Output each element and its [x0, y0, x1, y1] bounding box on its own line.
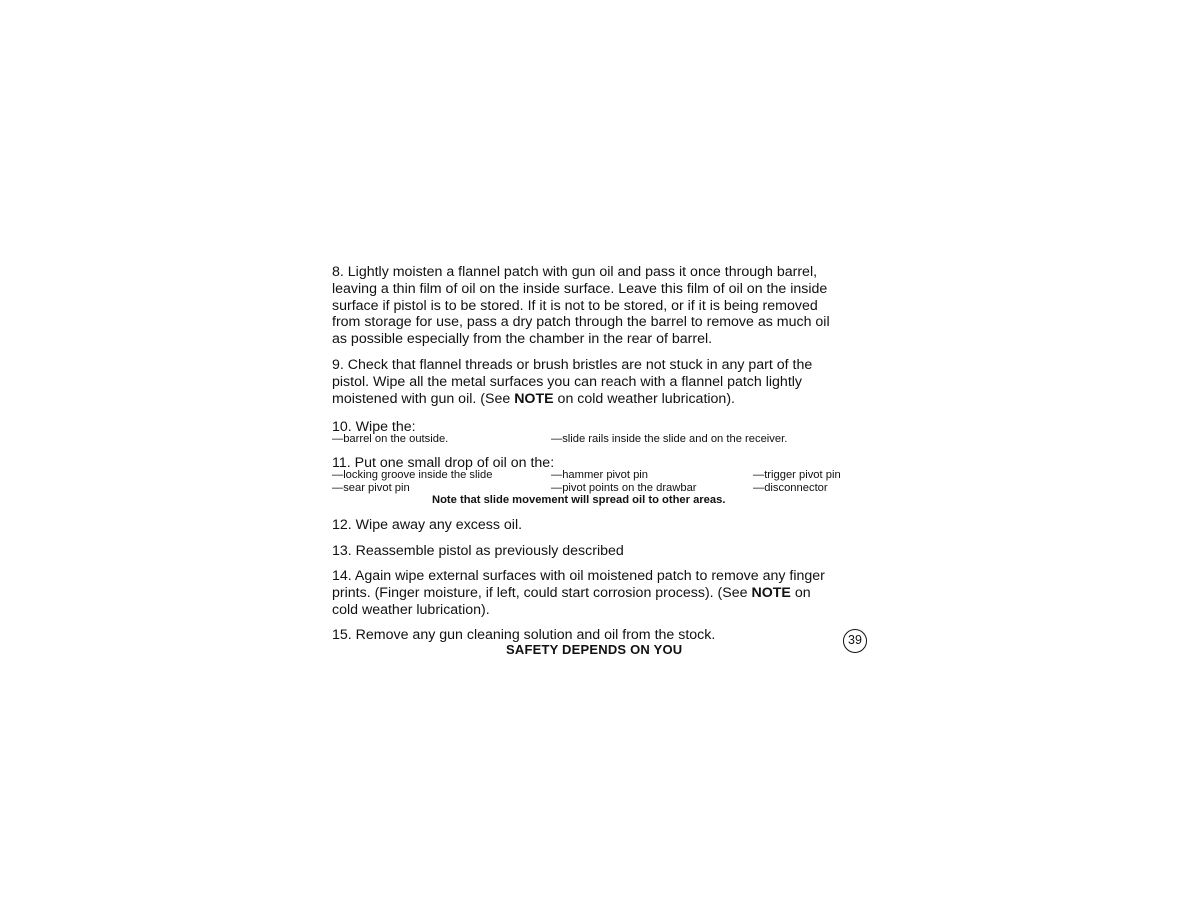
step-14-text: prints. (Finger moisture, if left, could start corrosion process). (See [332, 584, 752, 601]
list-item: —slide rails inside the slide and on the receiver. [551, 433, 788, 445]
step-15-paragraph: 15. Remove any gun cleaning solution and oil from the stock. [332, 627, 716, 643]
step-14-paragraph [332, 568, 867, 618]
step-8-line: surface if pistol is to be stored. If it is not to be stored, or if it is being removed [332, 297, 818, 314]
step-9-paragraph [332, 357, 867, 407]
step-9-line: 9. Check that flannel threads or brush bristles are not stuck in any part of the [332, 357, 813, 373]
list-item: —hammer pivot pin [551, 469, 648, 481]
step-9-text: moistened with gun oil. (See [332, 390, 515, 407]
step-8-line: 8. Lightly moisten a flannel patch with gun oil and pass it once through barrel, [332, 264, 818, 280]
list-item: —barrel on the outside. [332, 433, 449, 445]
step-9-line: pistol. Wipe all the metal surfaces you can reach with a flannel patch lightly [332, 373, 803, 390]
list-item: —pivot points on the drawbar [551, 482, 697, 494]
step-11-items-row [332, 469, 867, 482]
step-9-text: on cold weather lubrication). [553, 390, 735, 407]
step-10-heading: 10. Wipe the: [332, 419, 416, 435]
step-11-note: Note that slide movement will spread oil to other areas. [432, 494, 726, 506]
step-14-line: cold weather lubrication). [332, 601, 490, 618]
step-11-heading: 11. Put one small drop of oil on the: [332, 455, 555, 471]
step-8-paragraph [332, 264, 867, 348]
step-13-paragraph: 13. Reassemble pistol as previously described [332, 543, 624, 559]
step-8-line: leaving a thin film of oil on the inside surface. Leave this film of oil on the inside [332, 280, 828, 297]
step-12-paragraph: 12. Wipe away any excess oil. [332, 517, 523, 533]
list-item: —sear pivot pin [332, 482, 410, 494]
note-reference: NOTE [751, 584, 791, 601]
step-14-line [332, 585, 867, 602]
note-reference: NOTE [514, 390, 554, 407]
step-8-line: as possible especially from the chamber in the rear of barrel. [332, 331, 713, 348]
step-8-line: from storage for use, pass a dry patch through the barrel to remove as much oil [332, 314, 830, 331]
safety-footer: SAFETY DEPENDS ON YOU [506, 642, 683, 657]
step-9-line [332, 391, 867, 408]
page-number-badge: 39 [843, 629, 867, 653]
list-item: —locking groove inside the slide [332, 469, 493, 481]
step-10-items [332, 433, 867, 446]
step-14-text: on [790, 584, 811, 601]
list-item: —trigger pivot pin [753, 469, 841, 481]
list-item: —disconnector [753, 482, 828, 494]
step-14-line: 14. Again wipe external surfaces with oil moistened patch to remove any finger [332, 568, 825, 584]
